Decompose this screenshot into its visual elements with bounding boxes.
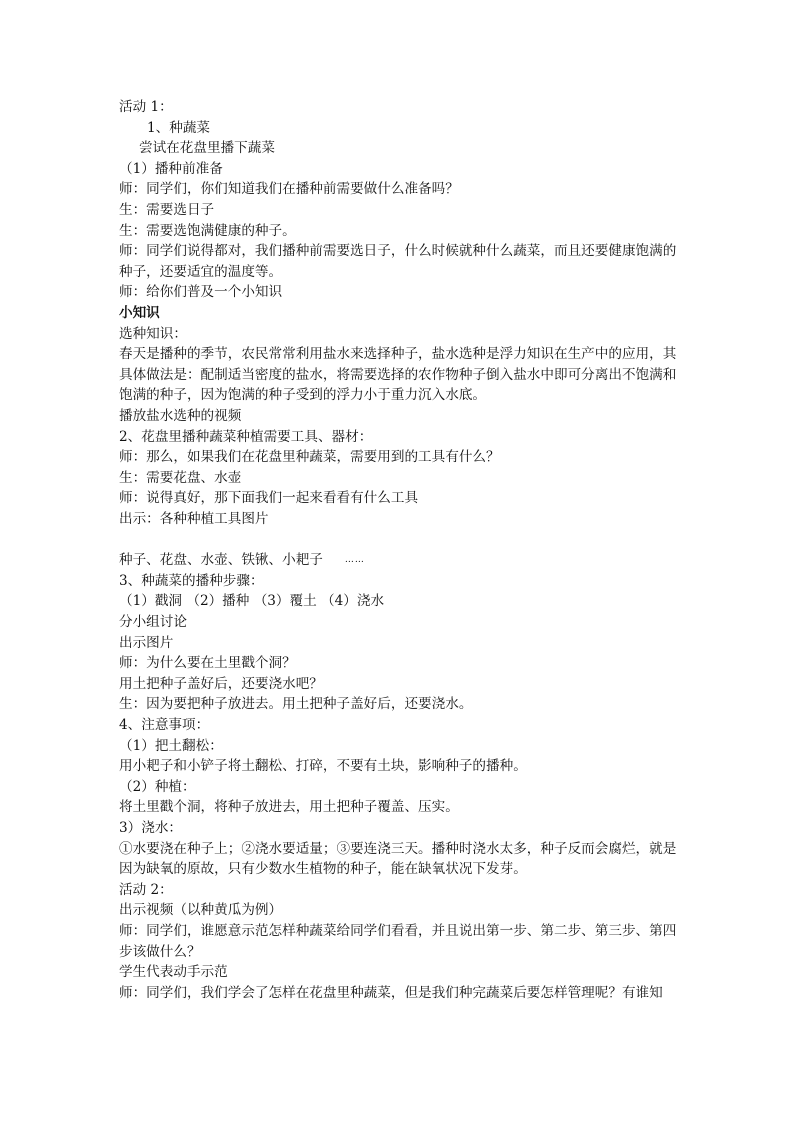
note-3-paragraph: ①水要浇在种子上；②浇水要适量；③要连浇三天。播种时浇水太多，种子反而会腐烂，就是因为缺氧的原故，只有少数水生植物的种子，能在缺氧状况下发芽。 [119,840,677,878]
note-2-text: 将土里戳个洞，将种子放进去，用土把种子覆盖、压实。 [119,799,459,816]
show-picture-note: 出示图片 [119,634,174,651]
section-4-title: 4、注意事项： [119,717,210,734]
dialogue-line: 师：同学们，你们知道我们在播种前需要做什么准备吗？ [119,181,459,198]
dialogue-line: 生：因为要把种子放进去。用土把种子盖好后，还要浇水。 [119,696,473,713]
dialogue-line: 生：需要选日子 [119,201,215,218]
dialogue-line: 师：那么，如果我们在花盘里种蔬菜，需要用到的工具有什么？ [119,449,500,466]
section-1-subtitle: 尝试在花盘里播下蔬菜 [139,140,275,157]
dialogue-paragraph: 师：同学们，谁愿意示范怎样种蔬菜给同学们看看，并且说出第一步、第二步、第三步、第四步该做什么？ [119,922,677,960]
dialogue-line: 师：为什么要在土里戳个洞？ [119,655,296,672]
dialogue-line: 师：给你们普及一个小知识 [119,284,283,301]
note-1-heading: （1）把土翻松： [119,737,223,754]
show-images-note: 出示：各种种植工具图片 [119,510,269,527]
video-note: 播放盐水选种的视频 [119,407,242,424]
step-1-heading: （1）播种前准备 [119,160,223,177]
document-body [119,97,685,1003]
group-discussion: 分小组讨论 [119,614,187,631]
tools-list [119,550,685,571]
dialogue-line: 用土把种子盖好后，还要浇水吧？ [119,675,323,692]
dialogue-line: 生：需要选饱满健康的种子。 [119,222,296,239]
note-2-heading: （2）种植： [119,778,196,795]
tools-ellipsis: …… [344,555,365,566]
blank-line [119,529,685,550]
note-1-text: 用小耙子和小铲子将土翻松、打碎，不要有土块，影响种子的播种。 [119,758,527,775]
note-3-heading: 3）浇水： [119,819,183,836]
tip-heading: 小知识 [119,304,160,321]
section-1-title: 1、种蔬菜 [147,119,211,136]
video-example-note: 出示视频（以种黄瓜为例） [119,902,283,919]
student-demo-note: 学生代表动手示范 [119,964,228,981]
tools-list-text: 种子、花盘、水壶、铁锹、小耙子 [119,552,323,569]
tip-paragraph: 春天是播种的季节，农民常常利用盐水来选择种子，盐水选种是浮力知识在生产中的应用，其具体做法是：配制适当密度的盐水，将需要选择的农作物种子倒入盐水中即可分离出不饱满和饱满的种子，因为饱满的种子受到的浮力小于重力沉入水底。 [119,346,677,404]
dialogue-line: 师：说得真好，那下面我们一起来看看有什么工具 [119,490,419,507]
activity-2-heading: 活动 2： [119,881,173,898]
activity-1-heading: 活动 1： [119,99,173,115]
steps-list: （1）戳洞 （2）播种 （3）覆土 （4）浇水 [119,593,385,610]
section-2-title: 2、花盘里播种蔬菜种植需要工具、器材： [119,428,373,445]
tip-subheading: 选种知识： [119,325,187,342]
section-3-title: 3、种蔬菜的播种步骤： [119,572,264,589]
dialogue-line: 师：同学们，我们学会了怎样在花盘里种蔬菜，但是我们种完蔬菜后要怎样管理呢？有谁知 [119,984,663,1001]
dialogue-paragraph: 师：同学们说得都对，我们播种前需要选日子，什么时候就种什么蔬菜，而且还要健康饱满的种子，还要适宜的温度等。 [119,243,677,280]
dialogue-line: 生：需要花盘、水壶 [119,469,242,486]
